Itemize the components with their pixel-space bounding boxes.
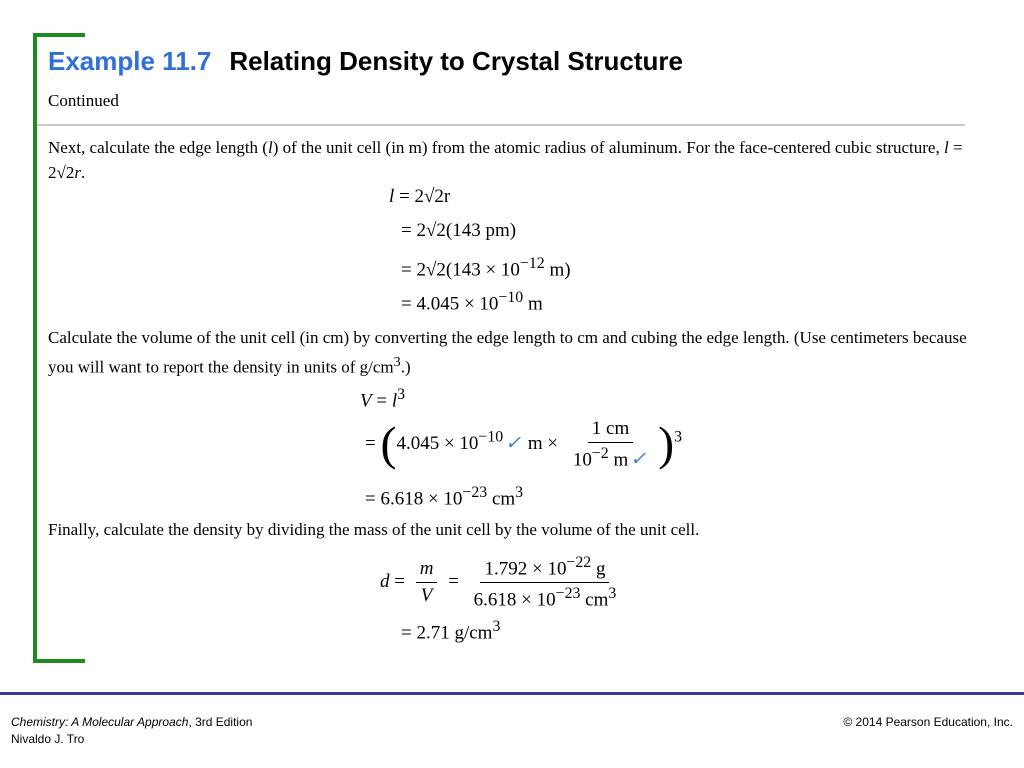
mass-numerator — [480, 554, 609, 583]
slide-title — [48, 46, 683, 77]
eq-v-l: l — [391, 390, 398, 412]
mass-unit: g — [591, 558, 606, 580]
footer-author: Nivaldo J. Tro — [11, 732, 85, 746]
volume-denominator — [470, 583, 621, 611]
green-bracket-top — [33, 33, 85, 37]
footer-copyright: © 2014 Pearson Education, Inc. — [843, 715, 1013, 729]
p1-text-1: Next, calculate the edge length ( — [48, 138, 268, 157]
eq-v3-pre: = 6.618 × 10 — [365, 488, 463, 510]
m-over-v-fraction — [416, 558, 438, 607]
eq-d-eq2: = — [448, 571, 459, 593]
p1-formula-r: r — [74, 163, 81, 182]
green-bracket-bottom — [33, 659, 85, 663]
fraction-numerator: 1 cm — [588, 418, 633, 443]
footer-rule — [0, 692, 1024, 695]
footer-book-info — [11, 714, 252, 748]
eq-l-line2: = 2√2(143 pm) — [401, 220, 517, 241]
eq-v-line2 — [365, 418, 682, 471]
den-base: 10 — [572, 449, 592, 471]
mass-exp: −22 — [566, 554, 592, 571]
paragraph-volume — [48, 325, 968, 380]
eq-d-eq: = — [394, 571, 405, 593]
eq-l-var: l — [389, 186, 395, 207]
eq-l-rhs: = 2√2r — [399, 186, 451, 207]
footer-book-title: Chemistry: A Molecular Approach — [11, 715, 189, 729]
green-bracket-left — [33, 33, 37, 663]
eq-l3-pre: = 2√2(143 × 10 — [401, 259, 520, 281]
v-denominator: V — [420, 585, 433, 607]
p2-text: Calculate the volume of the unit cell (in cm) by converting the edge length to cm and cubing the edge length. (Use centimeters because you will want to report the density in units of g/cm — [48, 328, 967, 377]
eq-d-line1 — [380, 554, 626, 612]
divider — [37, 124, 965, 126]
eq-v-var: V — [360, 390, 372, 412]
eq-v-line3 — [365, 484, 523, 510]
vol-pre: 6.618 × 10 — [473, 589, 556, 611]
vol-exp: −23 — [555, 585, 581, 603]
eq-l-line4 — [401, 289, 543, 315]
paragraph-density: Finally, calculate the density by dividing the mass of the unit cell by the volume of the unit cell. — [48, 520, 700, 539]
eq-v2-eq: = — [365, 433, 376, 455]
eq-v3-unit-exp: 3 — [515, 484, 524, 501]
eq-v2-outer-exp: 3 — [674, 428, 683, 446]
density-fraction — [470, 554, 621, 612]
p1-end: . — [80, 163, 86, 182]
title-text: Relating Density to Crystal Structure — [229, 46, 683, 76]
eq-v2-exp: −10 — [478, 428, 504, 446]
eq-v-eq: = — [376, 390, 392, 412]
p1-formula-l: l — [943, 138, 949, 157]
eq-d2-exp: 3 — [492, 618, 501, 635]
p1-text-2: ) of the unit cell (in m) from the atomic radius of aluminum. For the face-centered cubic structure, — [272, 138, 944, 157]
m-numerator: m — [416, 558, 438, 583]
eq-v-line1 — [360, 386, 405, 412]
eq-l4-post: m — [523, 293, 543, 315]
eq-v-exp: 3 — [397, 386, 406, 403]
paragraph-edge-length — [48, 135, 968, 185]
den-exp: −2 — [591, 445, 609, 462]
fraction-denominator — [569, 443, 652, 471]
footer-book-line — [11, 714, 252, 731]
eq-l4-exp: −10 — [498, 289, 524, 306]
eq-d-var: d — [380, 571, 390, 593]
right-paren: ) — [658, 417, 675, 471]
eq-v3-exp: −23 — [462, 484, 488, 501]
cancel-mark-2: ✓ — [630, 449, 647, 471]
vol-unit: cm — [580, 589, 609, 611]
eq-v2-unit: m × — [523, 433, 559, 455]
conversion-fraction — [569, 418, 652, 471]
den-unit: m — [608, 449, 629, 471]
eq-v2-pre: 4.045 × 10 — [396, 433, 479, 455]
cancel-mark: ✓ — [505, 433, 522, 455]
eq-l-line3 — [401, 255, 571, 281]
example-label: Example 11.7 — [48, 46, 212, 76]
mass-pre: 1.792 × 10 — [484, 558, 567, 580]
eq-l4-pre: = 4.045 × 10 — [401, 293, 499, 315]
eq-d2-pre: = 2.71 g/cm — [401, 622, 493, 644]
p2-sup: 3 — [393, 354, 401, 370]
footer-edition: , 3rd Edition — [188, 715, 253, 729]
eq-d-line2 — [401, 618, 500, 644]
p2-end: .) — [400, 357, 411, 377]
p1-var-l: l — [267, 138, 273, 157]
eq-l-line1 — [389, 186, 450, 208]
eq-v3-unit: cm — [487, 488, 516, 510]
left-paren: ( — [380, 417, 397, 471]
eq-l3-post: m) — [544, 259, 571, 281]
p1-formula-rest: = 2√2 — [48, 138, 963, 182]
vol-unit-exp: 3 — [608, 585, 617, 603]
subtitle: Continued — [48, 91, 119, 110]
eq-l3-exp: −12 — [519, 255, 545, 272]
